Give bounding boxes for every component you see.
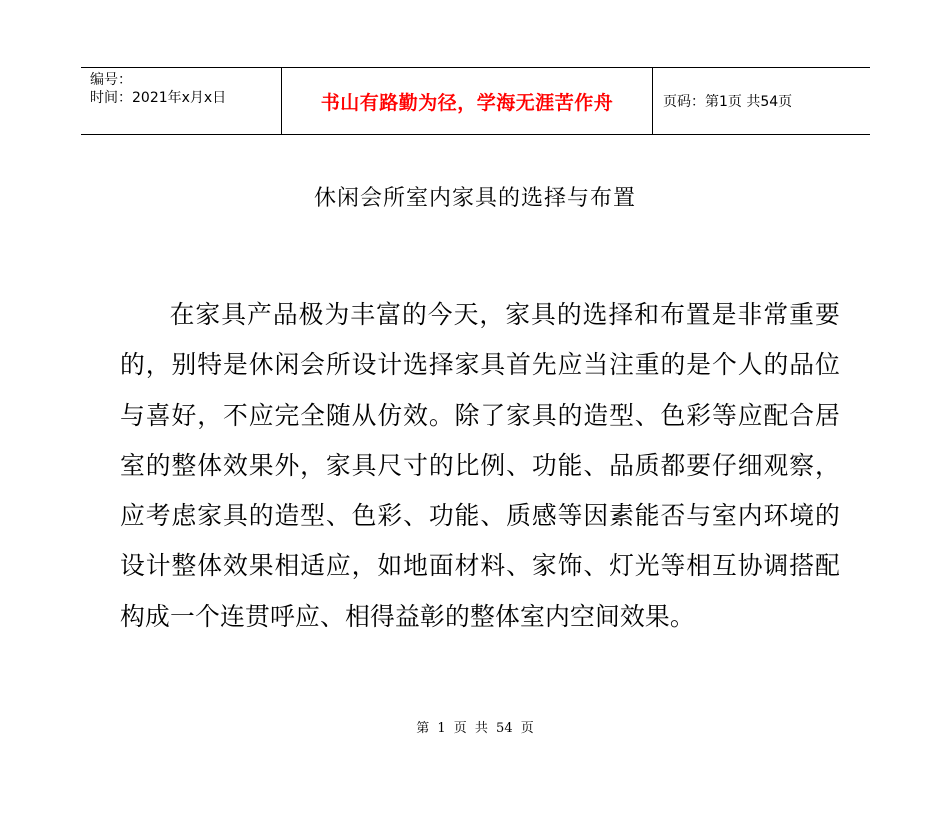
motto-text: 书山有路勤为径，学海无涯苦作舟 [320, 91, 614, 114]
page-footer: 第 1 页 共 54 页 [416, 721, 534, 736]
document-header [81, 67, 870, 135]
serial-number-label: 编号： [90, 72, 132, 88]
body-paragraph: 在家具产品极为丰富的今天，家具的选择和布置是非常重要的，别特是休闲会所设计选择家具首先应当注重的是个人的品位与喜好，不应完全随从仿效。除了家具的造型、色彩等应配合居室的整体效果外，家具尺寸的比例、功能、品质都要仔细观察，应考虑家具的造型、色彩、功能、质感等因素能否与室内环境的设计整体效果相适应，如地面材料、家饰、灯光等相互协调搭配构成一个连贯呼应、相得益彰的整体室内空间效果。 [120, 300, 840, 631]
date-label: 时间：2021年x月x日 [90, 90, 227, 106]
header-motto-cell [281, 68, 653, 134]
header-meta-cell [81, 68, 281, 134]
document-title: 休闲会所室内家具的选择与布置 [313, 186, 636, 211]
header-page-cell [653, 68, 870, 134]
page-info-label: 页码：第1页 共54页 [663, 94, 793, 110]
